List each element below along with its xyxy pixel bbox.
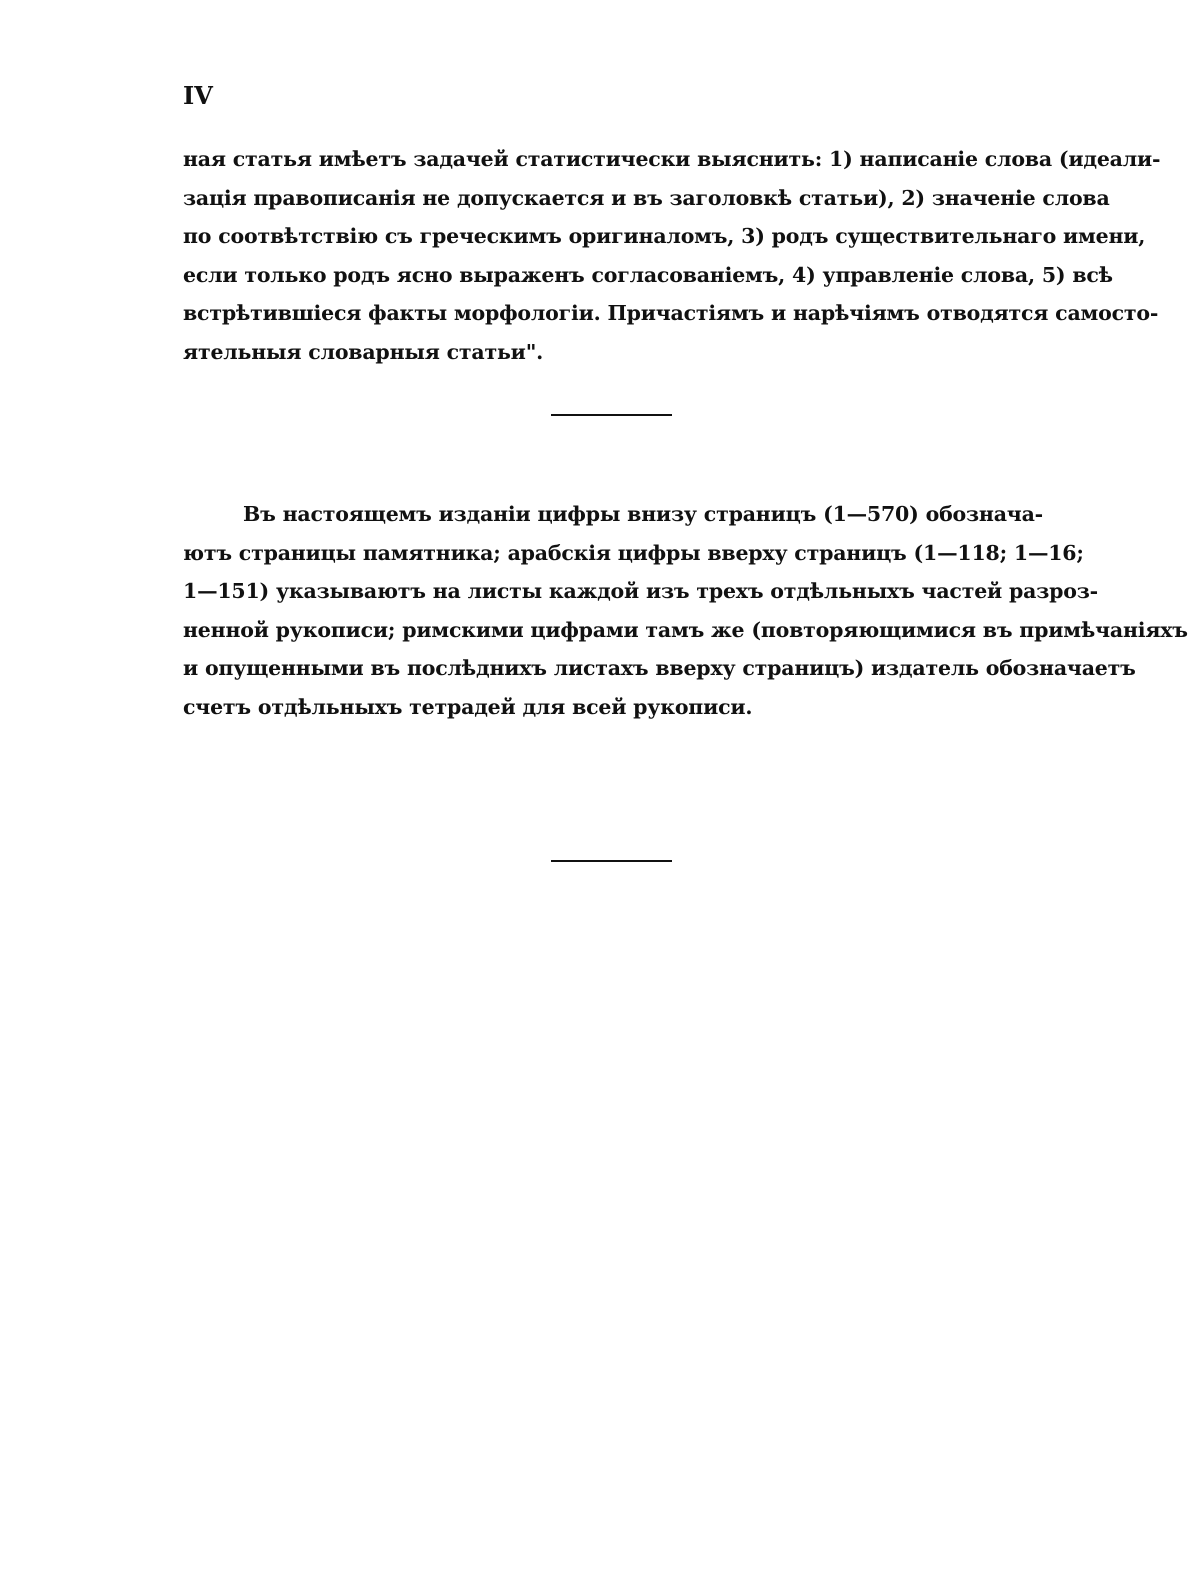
paragraph-2 (183, 495, 1188, 726)
paragraph-1-line: ная статья имѣетъ задачей статистически выяснить: 1) написаніе слова (идеали- (183, 147, 1161, 171)
paragraph-2-line: Въ настоящемъ изданіи цифры внизу страницъ (1—570) обознача- (243, 502, 1043, 526)
paragraph-2-line: ютъ страницы памятника; арабскія цифры вверху страницъ (1—118; 1—16; (183, 540, 1084, 565)
end-divider (551, 860, 672, 862)
paragraph-1-line: если только родъ ясно выраженъ согласованіемъ, 4) управленіе слова, 5) всѣ (183, 262, 1113, 287)
paragraph-2-line: ненной рукописи; римскими цифрами тамъ же (повторяющимися въ примѣчаніяхъ (183, 617, 1188, 642)
paragraph-2-line: 1—151) указываютъ на листы каждой изъ трехъ отдѣльныхъ частей разроз- (183, 579, 1098, 603)
paragraph-1-line: по соотвѣтствію съ греческимъ оригиналомъ, 3) родъ существительнаго имени, (183, 224, 1146, 248)
paragraph-1-line: зація правописанія не допускается и въ заголовкѣ статьи), 2) значеніе слова (183, 185, 1110, 210)
paragraph-1-line: встрѣтившіеся факты морфологіи. Причастіямъ и нарѣчіямъ отводятся самосто- (183, 301, 1159, 325)
page-number: IV (183, 81, 213, 110)
paragraph-1 (183, 140, 1161, 371)
section-divider (551, 414, 672, 416)
paragraph-2-line: счетъ отдѣльныхъ тетрадей для всей рукописи. (183, 694, 753, 719)
paragraph-1-line: ятельныя словарныя статьи". (183, 339, 544, 364)
paragraph-2-line: и опущенными въ послѣднихъ листахъ вверху страницъ) издатель обозначаетъ (183, 656, 1136, 680)
